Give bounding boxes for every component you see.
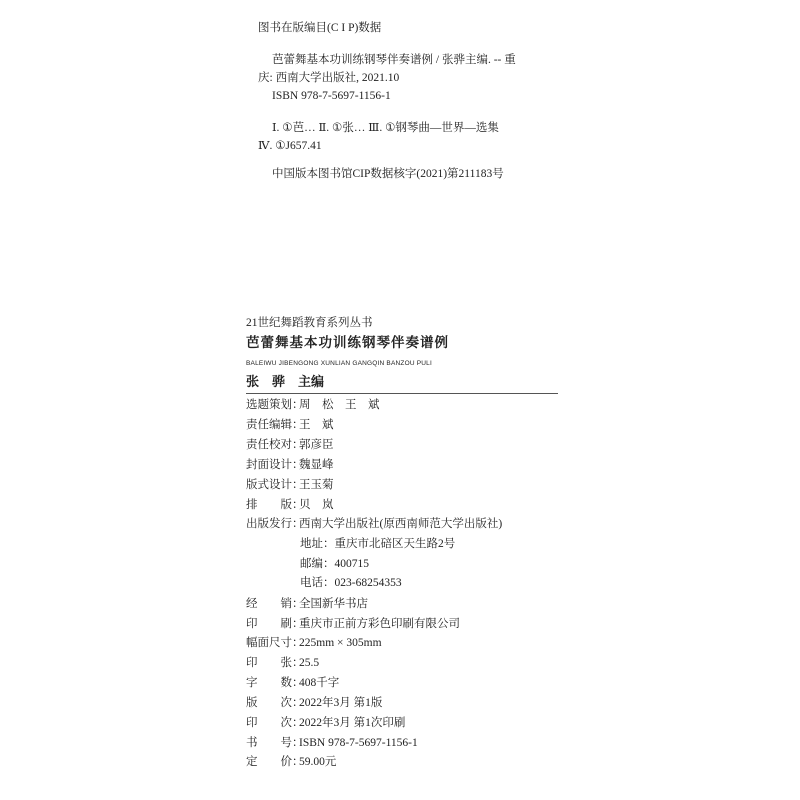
imprint-value: 王 斌 xyxy=(299,419,334,431)
publisher-address: 地址：重庆市北碚区天生路2号 xyxy=(300,538,456,550)
imprint-row xyxy=(246,517,502,531)
imprint-row xyxy=(246,636,382,650)
imprint-value: 2022年3月 第1次印刷 xyxy=(299,717,406,729)
cip-title-line: 芭蕾舞基本功训练钢琴伴奏谱例 / 张骅主编. -- 重 xyxy=(272,54,516,66)
imprint-row xyxy=(246,617,460,631)
imprint-row xyxy=(246,418,334,432)
imprint-label: 定 价： xyxy=(246,756,304,768)
imprint-label: 版式设计： xyxy=(246,479,304,491)
imprint-label: 经 销： xyxy=(246,598,304,610)
imprint-value: 贝 岚 xyxy=(299,499,334,511)
imprint-row xyxy=(246,696,382,710)
imprint-value: ISBN 978-7-5697-1156-1 xyxy=(299,737,418,749)
divider xyxy=(246,393,558,394)
imprint-row xyxy=(246,676,339,690)
imprint-row xyxy=(246,478,334,492)
imprint-label: 责任编辑： xyxy=(246,419,304,431)
imprint-row xyxy=(246,438,334,452)
imprint-value: 周 松 王 斌 xyxy=(299,399,380,411)
imprint-row xyxy=(246,716,405,730)
imprint-row xyxy=(246,755,336,769)
imprint-label: 出版发行： xyxy=(246,518,304,530)
cip-publisher-line: 庆: 西南大学出版社, 2021.10 xyxy=(258,72,400,84)
imprint-label: 幅面尺寸： xyxy=(246,637,304,649)
imprint-value: 59.00元 xyxy=(299,756,337,768)
imprint-label: 封面设计： xyxy=(246,459,304,471)
imprint-label: 选题策划： xyxy=(246,399,304,411)
imprint-row xyxy=(246,736,418,750)
imprint-value: 全国新华书店 xyxy=(299,598,368,610)
imprint-value: 408千字 xyxy=(299,677,340,689)
imprint-value: 西南大学出版社(原西南师范大学出版社) xyxy=(299,518,503,530)
imprint-row xyxy=(246,498,334,512)
imprint-value: 郭彦臣 xyxy=(299,439,334,451)
imprint-value: 王玉菊 xyxy=(299,479,334,491)
imprint-value: 魏显峰 xyxy=(299,459,334,471)
imprint-label: 版 次： xyxy=(246,697,304,709)
series-name: 21世纪舞蹈教育系列丛书 xyxy=(246,317,373,329)
imprint-value: 25.5 xyxy=(299,657,320,669)
imprint-row xyxy=(246,656,319,670)
cip-isbn: ISBN 978-7-5697-1156-1 xyxy=(272,90,391,102)
cip-classification-1: Ⅰ. ①芭… Ⅱ. ①张… Ⅲ. ①钢琴曲—世界—选集 xyxy=(272,122,499,134)
book-title-pinyin: BALEIWU JIBENGONG XUNLIAN GANGQIN BANZOU PULI xyxy=(246,360,432,367)
cip-record-number: 中国版本图书馆CIP数据核字(2021)第211183号 xyxy=(272,168,504,180)
imprint-label: 印 刷： xyxy=(246,618,304,630)
imprint-label: 印 次： xyxy=(246,717,304,729)
imprint-value: 2022年3月 第1版 xyxy=(299,697,383,709)
imprint-row xyxy=(246,458,334,472)
chief-editor: 张 骅 主编 xyxy=(246,374,325,389)
imprint-label: 印 张： xyxy=(246,657,304,669)
cip-classification-2: Ⅳ. ①J657.41 xyxy=(258,140,322,152)
imprint-label: 责任校对： xyxy=(246,439,304,451)
publisher-phone: 电话：023-68254353 xyxy=(300,577,402,589)
publisher-postcode: 邮编：400715 xyxy=(300,558,369,570)
imprint-label: 排 版： xyxy=(246,499,304,511)
cip-heading: 图书在版编目(C I P)数据 xyxy=(258,22,382,34)
imprint-value: 225mm × 305mm xyxy=(299,637,382,649)
imprint-value: 重庆市正前方彩色印刷有限公司 xyxy=(299,618,460,630)
imprint-row xyxy=(246,597,368,611)
book-title: 芭蕾舞基本功训练钢琴伴奏谱例 xyxy=(246,335,449,350)
imprint-row xyxy=(246,398,380,412)
imprint-label: 字 数： xyxy=(246,677,304,689)
imprint-label: 书 号： xyxy=(246,737,304,749)
